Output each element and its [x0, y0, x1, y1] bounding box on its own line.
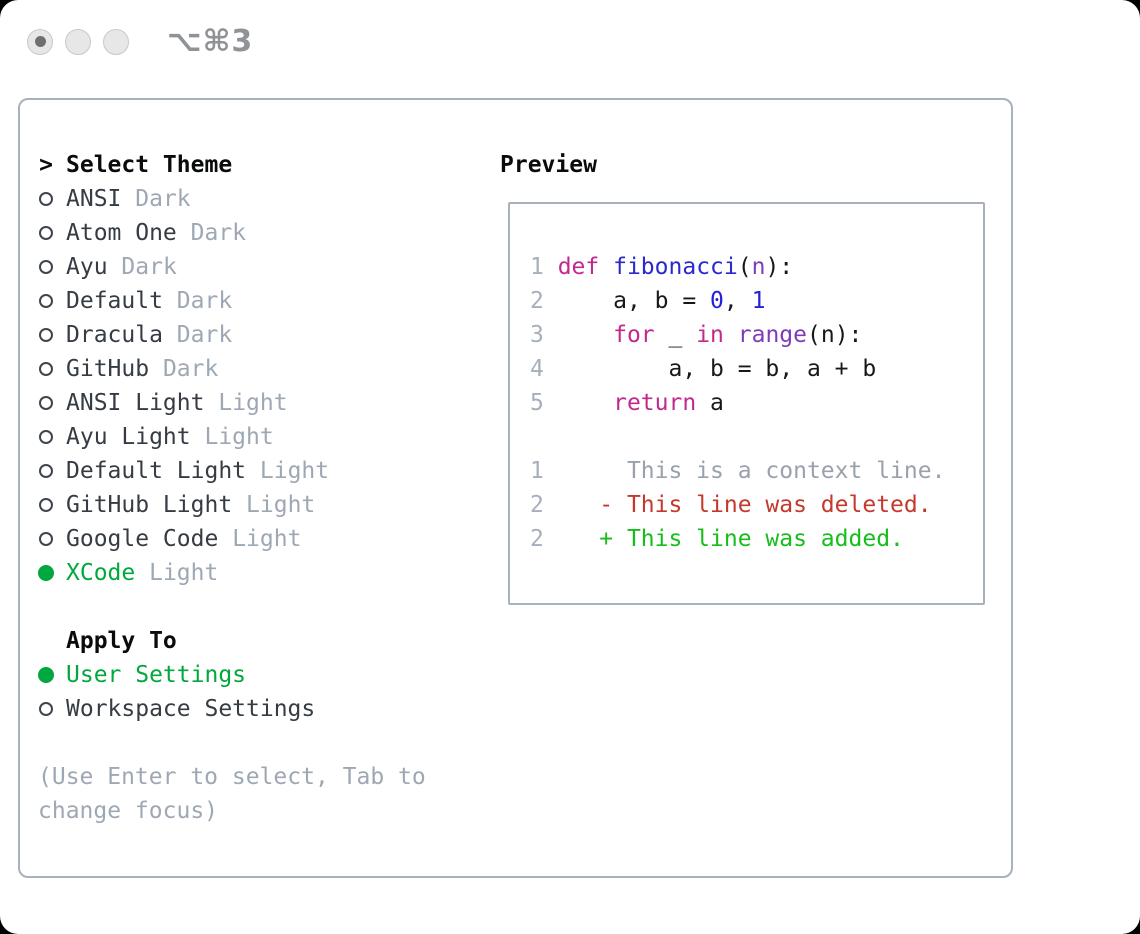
- theme-option-label: [66, 458, 329, 484]
- radio-circle: [39, 532, 53, 546]
- code-token: (: [737, 254, 752, 280]
- preview-title: Preview: [500, 152, 597, 178]
- radio-circle: [39, 702, 53, 716]
- diff-line-added: [530, 522, 983, 556]
- theme-option-ansi-dark[interactable]: [38, 182, 500, 216]
- line-number: 1: [530, 458, 544, 484]
- theme-name: Default: [66, 288, 163, 314]
- code-token: [558, 322, 613, 348]
- radio-circle: [39, 260, 53, 274]
- radio-circle: [39, 294, 53, 308]
- theme-option-label: [66, 492, 315, 518]
- theme-option-github-dark[interactable]: [38, 352, 500, 386]
- code-token: ):: [765, 254, 794, 280]
- radio-icon: [38, 430, 54, 444]
- theme-name: Google Code: [66, 526, 219, 552]
- titlebar: [27, 24, 253, 59]
- radio-icon: [38, 362, 54, 376]
- diff-text: - This line was deleted.: [599, 492, 932, 518]
- code-token: for: [613, 322, 655, 348]
- radio-circle: [39, 226, 53, 240]
- preview-column: [500, 148, 1011, 876]
- theme-option-label: [66, 356, 218, 382]
- diff-text: + This line was added.: [599, 526, 904, 552]
- diff-gap: [544, 458, 599, 484]
- theme-picker-panel: [18, 98, 1013, 878]
- theme-name: ANSI Light: [66, 390, 205, 416]
- code-token: a, b = b, a + b: [557, 356, 877, 382]
- theme-name: ANSI: [66, 186, 122, 212]
- radio-circle: [39, 362, 53, 376]
- theme-name: Dracula: [66, 322, 163, 348]
- radio-circle: [39, 192, 53, 206]
- apply-to-list: [38, 658, 500, 726]
- select-theme-header-row: [38, 148, 500, 182]
- theme-option-label: [66, 254, 177, 280]
- code-token: [724, 322, 738, 348]
- code-token: a, b =: [557, 288, 711, 314]
- code-token: [558, 390, 613, 416]
- code-token: range: [737, 322, 807, 348]
- code-token: fibonacci: [613, 254, 738, 280]
- radio-circle: [39, 430, 53, 444]
- line-number: 3: [530, 322, 558, 348]
- window-shortcut-label: ⌥⌘3: [167, 24, 254, 59]
- theme-name: Default Light: [66, 458, 247, 484]
- code-line: [530, 386, 983, 420]
- prompt-caret-icon: >: [39, 152, 53, 178]
- code-token: return: [613, 390, 697, 416]
- apply-option-user-settings[interactable]: [38, 658, 500, 692]
- code-token: n: [751, 254, 766, 280]
- diff-gap: [544, 492, 599, 518]
- theme-option-label: [66, 186, 191, 212]
- line-number: 5: [530, 390, 558, 416]
- theme-option-xcode-light[interactable]: [38, 556, 500, 590]
- theme-option-atom-one-dark[interactable]: [38, 216, 500, 250]
- apply-to-title: Apply To: [66, 628, 177, 654]
- code-line: [530, 284, 983, 318]
- line-number: 2: [530, 526, 544, 552]
- code-token: (n):: [807, 322, 863, 348]
- theme-list: [38, 182, 500, 590]
- code-token: in: [696, 322, 724, 348]
- theme-variant-tag: Dark: [190, 220, 247, 246]
- code-token: ,: [723, 288, 752, 314]
- radio-circle: [39, 396, 53, 410]
- theme-variant-tag: Dark: [121, 254, 177, 280]
- radio-selected-icon: [38, 667, 54, 683]
- code-line: [530, 352, 983, 386]
- theme-option-label: [66, 424, 274, 450]
- diff-text: This is a context line.: [599, 458, 946, 484]
- radio-icon: [38, 294, 54, 308]
- theme-variant-tag: Light: [246, 492, 316, 518]
- theme-option-dracula-dark[interactable]: [38, 318, 500, 352]
- theme-name: Ayu: [66, 254, 108, 280]
- traffic-light-close-icon[interactable]: [27, 29, 53, 55]
- theme-name: Atom One: [66, 220, 177, 246]
- radio-circle: [39, 464, 53, 478]
- radio-icon: [38, 396, 54, 410]
- diff-line-deleted: [530, 488, 983, 522]
- radio-icon: [38, 464, 54, 478]
- theme-variant-tag: Light: [218, 390, 288, 416]
- code-token: _: [654, 322, 697, 348]
- apply-option-label: User Settings: [66, 662, 247, 688]
- theme-option-label: [66, 220, 246, 246]
- code-token: def: [557, 254, 600, 280]
- radio-circle: [39, 328, 53, 342]
- blank-line: [530, 420, 983, 454]
- theme-option-label: [66, 322, 232, 348]
- diff-line-context: [530, 454, 983, 488]
- apply-option-workspace-settings[interactable]: [38, 692, 500, 726]
- theme-option-google-code-light[interactable]: [38, 522, 500, 556]
- theme-option-ayu-dark[interactable]: [38, 250, 500, 284]
- traffic-light-minimize-icon[interactable]: [65, 29, 91, 55]
- theme-name: Ayu Light: [66, 424, 191, 450]
- theme-variant-tag: Light: [259, 458, 330, 484]
- theme-variant-tag: Light: [232, 526, 302, 552]
- preview-box: [508, 202, 985, 605]
- code-token: 1: [751, 288, 766, 314]
- selector-column: [38, 148, 500, 876]
- radio-icon: [38, 702, 54, 716]
- radio-icon: [38, 192, 54, 206]
- line-number: 1: [530, 254, 558, 280]
- traffic-light-zoom-icon[interactable]: [103, 29, 129, 55]
- active-dot-icon: [35, 36, 46, 47]
- theme-option-label: [66, 288, 232, 314]
- apply-to-header-row: [38, 624, 500, 658]
- radio-icon: [38, 226, 54, 240]
- theme-variant-tag: Dark: [162, 356, 219, 382]
- code-token: 0: [710, 288, 724, 314]
- theme-variant-tag: Dark: [176, 322, 233, 348]
- radio-circle: [39, 498, 53, 512]
- select-theme-title: Select Theme: [66, 152, 233, 178]
- radio-circle: [38, 667, 54, 683]
- radio-selected-icon: [38, 565, 54, 581]
- theme-option-label: [66, 526, 301, 552]
- radio-icon: [38, 532, 54, 546]
- theme-option-label: [66, 560, 218, 586]
- theme-variant-tag: Light: [149, 560, 219, 586]
- theme-name: GitHub: [66, 356, 150, 382]
- theme-option-github-light-light[interactable]: [38, 488, 500, 522]
- diff-preview: [530, 454, 983, 556]
- code-preview: [530, 250, 983, 420]
- theme-option-default-dark[interactable]: [38, 284, 500, 318]
- radio-icon: [38, 328, 54, 342]
- radio-circle: [38, 565, 54, 581]
- radio-icon: [38, 260, 54, 274]
- radio-icon: [38, 498, 54, 512]
- theme-option-ayu-light-light[interactable]: [38, 420, 500, 454]
- code-line: [530, 318, 983, 352]
- theme-option-default-light-light[interactable]: [38, 454, 500, 488]
- theme-variant-tag: Dark: [176, 288, 233, 314]
- preview-header-row: [500, 148, 1011, 182]
- theme-option-label: [66, 390, 288, 416]
- theme-variant-tag: Dark: [135, 186, 191, 212]
- line-number: 2: [530, 492, 544, 518]
- prompt-slot: [38, 152, 54, 178]
- theme-name: GitHub Light: [66, 492, 233, 518]
- section-spacer: [38, 590, 500, 624]
- diff-gap: [544, 526, 599, 552]
- code-token: a: [696, 390, 724, 416]
- apply-option-label: Workspace Settings: [66, 696, 316, 722]
- theme-name: XCode: [66, 560, 136, 586]
- line-number: 4: [530, 356, 558, 382]
- theme-option-ansi-light-light[interactable]: [38, 386, 500, 420]
- theme-variant-tag: Light: [204, 424, 274, 450]
- code-token: [599, 254, 613, 280]
- code-line: [530, 250, 983, 284]
- line-number: 2: [530, 288, 558, 314]
- hint-text: (Use Enter to select, Tab to change focus): [38, 764, 426, 824]
